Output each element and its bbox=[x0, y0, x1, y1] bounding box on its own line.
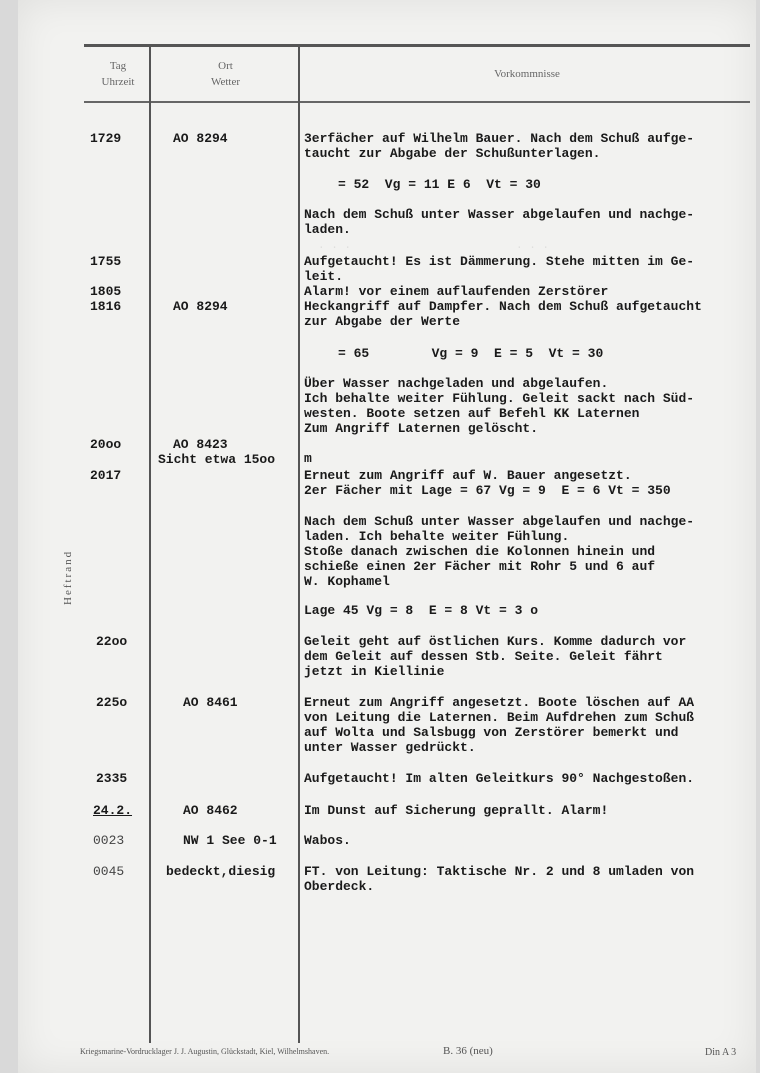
paper-size: Din A 3 bbox=[705, 1047, 737, 1058]
binding-margin-label: Heftrand bbox=[62, 549, 74, 605]
entry-text: Alarm! vor einem auflaufenden Zerstörer bbox=[304, 284, 609, 299]
entry-text: Aufgetaucht! Im alten Geleitkurs 90° Nachgestoßen. bbox=[304, 771, 695, 786]
header-vorkommnisse: Vorkommnisse bbox=[494, 68, 560, 80]
entry-time: 22oo bbox=[96, 634, 128, 649]
entry-time: 2017 bbox=[90, 468, 122, 483]
entry-weather: bedeckt,diesig bbox=[166, 864, 276, 879]
header-tag: Tag bbox=[109, 60, 127, 72]
entry-text: Nach dem Schuß unter Wasser abgelaufen und nachge- laden. Ich behalte weiter Fühlung. Stoße danach zwischen die Kolonnen hinein und schieße einen 2er Fächer mit Rohr 5 und 6 auf W. Kophamel bbox=[304, 514, 695, 589]
entry-place: AO 8423 bbox=[173, 437, 228, 452]
form-number: B. 36 (neu) bbox=[443, 1045, 493, 1057]
entry-text: Erneut zum Angriff auf W. Bauer angesetzt. 2er Fächer mit Lage = 67 Vg = 9 E = 6 Vt = 350 bbox=[304, 468, 671, 498]
entry-place: AO 8462 bbox=[183, 803, 238, 818]
entry-text: Im Dunst auf Sicherung geprallt. Alarm! bbox=[304, 803, 609, 818]
entry-time: 1729 bbox=[90, 131, 122, 146]
entry-date: 24.2. bbox=[93, 803, 133, 818]
entry-text: Heckangriff auf Dampfer. Nach dem Schuß aufgetaucht zur Abgabe der Werte bbox=[304, 299, 702, 329]
entry-text: 3erfächer auf Wilhelm Bauer. Nach dem Schuß aufge- taucht zur Abgabe der Schußunterlagen. bbox=[304, 131, 695, 161]
entry-text: Lage 45 Vg = 8 E = 8 Vt = 3 o bbox=[304, 603, 539, 618]
entry-text: = 65 Vg = 9 E = 5 Vt = 30 bbox=[338, 346, 604, 361]
top-rule bbox=[84, 44, 750, 47]
header-wetter: Wetter bbox=[210, 76, 241, 88]
entry-time: 1805 bbox=[90, 284, 122, 299]
entry-weather: NW 1 See 0-1 bbox=[183, 833, 277, 848]
entry-time: 20oo bbox=[90, 437, 122, 452]
column-divider-2 bbox=[298, 47, 300, 1043]
header-uhrzeit: Uhrzeit bbox=[101, 76, 135, 88]
printer-imprint: Kriegsmarine-Vordrucklager J. J. Augustin, Glückstadt, Kiel, Wilhelmshaven. bbox=[80, 1047, 330, 1056]
entry-place: AO 8461 bbox=[183, 695, 238, 710]
header-rule bbox=[84, 101, 750, 103]
entry-time: 225o bbox=[96, 695, 128, 710]
entry-place: AO 8294 bbox=[173, 299, 228, 314]
bleed-through: . . . . . . bbox=[318, 240, 550, 252]
entry-place: AO 8294 bbox=[173, 131, 228, 146]
entry-text: Wabos. bbox=[304, 833, 351, 848]
entry-time: 1816 bbox=[90, 299, 122, 314]
entry-text: Geleit geht auf östlichen Kurs. Komme dadurch vor dem Geleit auf dessen Stb. Seite. Geleit fährt jetzt in Kiellinie bbox=[304, 634, 687, 679]
column-divider-1 bbox=[149, 47, 151, 1043]
header-date-time bbox=[88, 58, 148, 90]
entry-time: 2335 bbox=[96, 771, 128, 786]
entry-text: FT. von Leitung: Taktische Nr. 2 und 8 umladen von Oberdeck. bbox=[304, 864, 695, 894]
entry-visibility: Sicht etwa 15oo bbox=[158, 452, 276, 467]
entry-text: Über Wasser nachgeladen und abgelaufen. Ich behalte weiter Fühlung. Geleit sackt nach Süd- westen. Boote setzen auf Befehl KK Laternen Zum Angriff Laternen gelöscht. bbox=[304, 376, 695, 436]
header-place-weather bbox=[153, 58, 298, 90]
entry-time: 1755 bbox=[90, 254, 122, 269]
entry-time: 0045 bbox=[93, 864, 125, 879]
logbook-page bbox=[18, 0, 756, 1073]
entry-text: Erneut zum Angriff angesetzt. Boote löschen auf AA von Leitung die Laternen. Beim Aufdrehen zum Schuß auf Wolta und Salsbugg von Zerstörer bemerkt und unter Wasser gedrückt. bbox=[304, 695, 695, 755]
header-events bbox=[302, 66, 752, 82]
entry-text: Aufgetaucht! Es ist Dämmerung. Stehe mitten im Ge- leit. bbox=[304, 254, 695, 284]
entry-text: m bbox=[304, 451, 312, 466]
entry-text: Nach dem Schuß unter Wasser abgelaufen und nachge- laden. bbox=[304, 207, 695, 237]
header-ort: Ort bbox=[218, 60, 233, 72]
entry-text: = 52 Vg = 11 E 6 Vt = 30 bbox=[338, 177, 541, 192]
entry-time: 0023 bbox=[93, 833, 125, 848]
